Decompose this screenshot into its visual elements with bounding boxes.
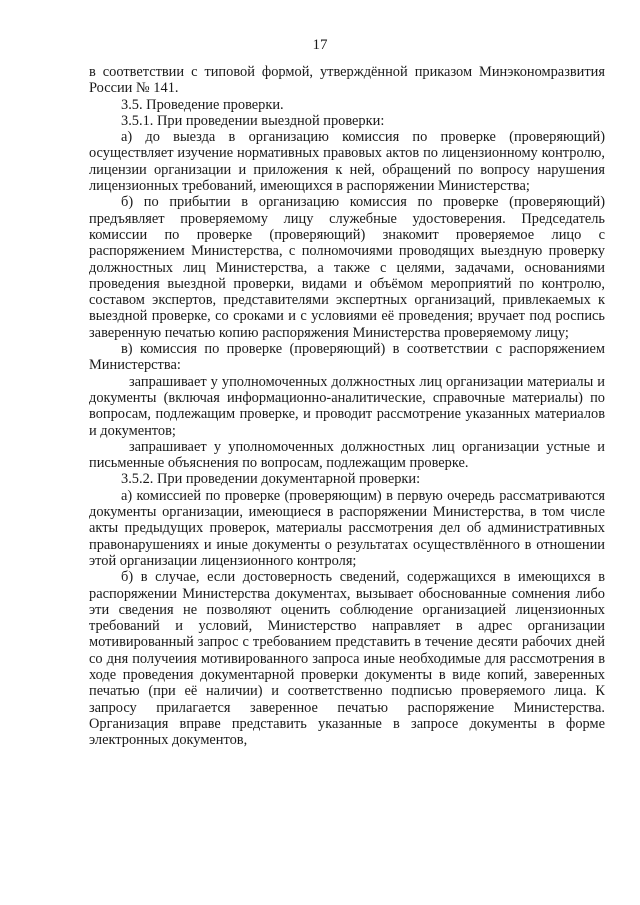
paragraph: б) в случае, если достоверность сведений, содержащихся в имеющихся в распоряжении Министерства документах, вызывает обоснованные сомнения либо эти сведения не позволяют оценить соблюдение организацией лицензионных требований и условий, Министерство направляет в адрес организации мотивированный запрос с требованием представить в течение десяти рабочих дней со дня получеиия мотивированного запроса иные необходимые для рассмотрения в ходе проведения документарной проверки документы в виде копий, заверенных печатью (при её наличии) и соответственно подписью проверяемого лица. К запросу прилагается заверенное печатью распоряжение Министерства. Организация вправе представить указанные в запросе документы в форме электронных документов, bbox=[89, 569, 605, 749]
list-item: запрашивает у уполномоченных должностных лиц организации устные и письменные объяснения по вопросам, подлежащим проверке. bbox=[89, 438, 605, 472]
section-heading: 3.5. Проведение проверки. bbox=[121, 96, 284, 113]
subsection-heading: 3.5.1. При проведении выездной проверки: bbox=[121, 112, 385, 129]
document-body bbox=[89, 64, 605, 748]
paragraph: а) комиссией по проверке (проверяющим) в первую очередь рассматриваются документы организации, имеющиеся в распоряжении Министерства, в том числе акты предыдущих проверок, материалы рассмотрения дел об административных правонарушениях и иные документы о результатах осуществлённого в отношении этой организации лицензионного контроля; bbox=[89, 487, 605, 569]
subsection-heading: 3.5.2. При проведении документарной проверки: bbox=[121, 471, 421, 488]
list-item: запрашивает у уполномоченных должностных лиц организации материалы и документы (включая информационно-аналитические, справочные материалы) по вопросам, подлежащим проверке, и проводит рассмотрение указанных материалов и документов; bbox=[89, 373, 605, 439]
paragraph: в) комиссия по проверке (проверяющий) в соответствии с распоряжением Министерства: bbox=[89, 341, 605, 374]
page-number: 17 bbox=[312, 37, 328, 53]
paragraph: а) до выезда в организацию комиссия по проверке (проверяющий) осуществляет изучение нормативных правовых актов по лицензионному контролю, лицензии организации и приложения к ней, обращений по вопросу нарушения лицензионных требований, имеющихся в распоряжении Министерства; bbox=[89, 129, 605, 195]
paragraph: б) по прибытии в организацию комиссия по проверке (проверяющий) предъявляет проверяемому лицу служебные удостоверения. Председатель комиссии по проверке (проверяющий) знакомит проверяемое лицо с распоряжением Министерства, с полномочиями проводящих выездную проверку должностных лиц Министерства, а также с целями, задачами, основаниями проведения выездной проверки, видами и объёмом мероприятий по контролю, составом экспертов, представителями экспертных организаций, привлекаемых к выездной проверке, со сроками и с условиями её проведения; вручает под роспись заверенную печатью копию распоряжения Министерства проверяемому лицу; bbox=[89, 194, 605, 341]
paragraph: в соответствии с типовой формой, утверждённой приказом Минэкономразвития России № 141. bbox=[89, 64, 605, 97]
